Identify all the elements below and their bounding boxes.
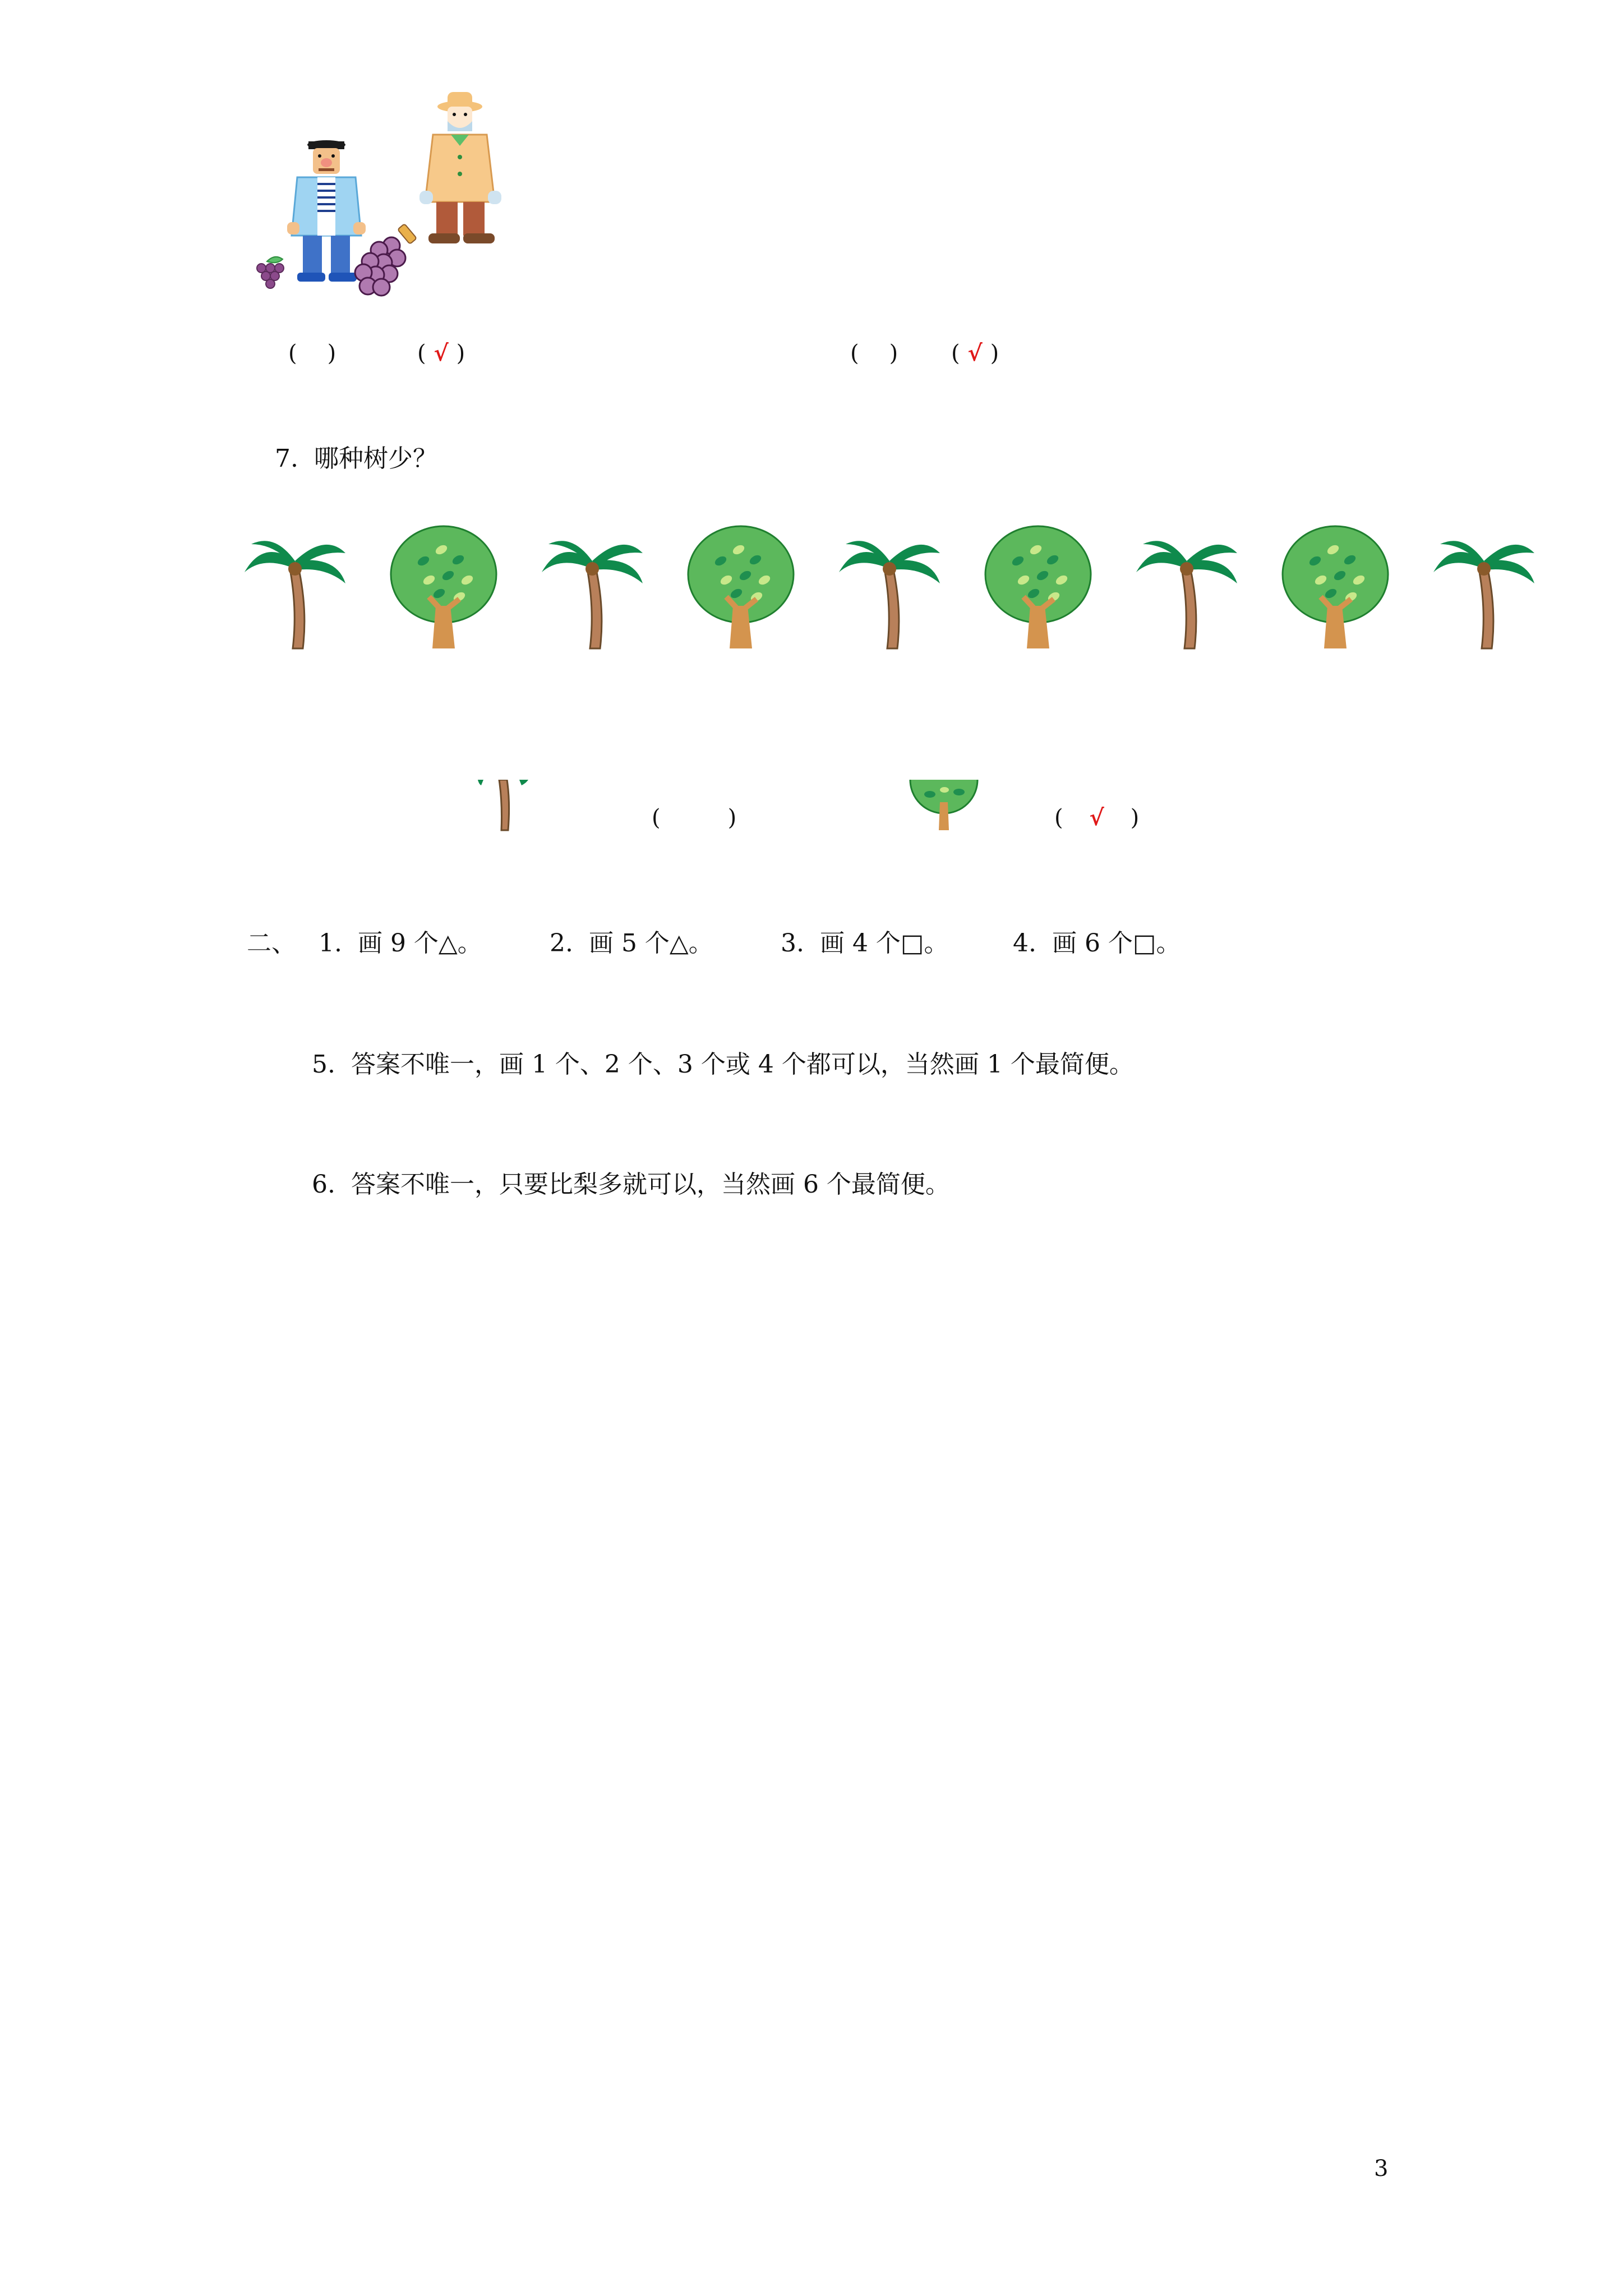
answer-bracket: ( ) <box>652 805 737 831</box>
answer-bracket: ( ) <box>850 341 898 366</box>
question-7: 7. 哪种树少？ <box>275 444 437 473</box>
round-tree-icon <box>1283 526 1388 648</box>
small-grapes-icon <box>257 257 284 288</box>
section-2-label: 二、 <box>247 929 296 958</box>
section-2-item-5: 5. 答案不唯一，画 1 个、2 个、3 个或 4 个都可以，当然画 1 个最简便。 <box>312 1050 1134 1079</box>
palm-tree-icon <box>474 780 536 834</box>
round-tree-icon <box>688 526 794 648</box>
check-mark-icon: √ <box>1089 804 1104 831</box>
section-2-item-2: 2. 画 5 个△。 <box>550 929 713 958</box>
page-number: 3 <box>1374 2156 1389 2182</box>
round-tree-icon <box>391 526 496 648</box>
tree-row <box>241 522 1531 662</box>
section-2-item-3: 3. 画 4 个□。 <box>781 929 949 958</box>
people-grapes-illustration <box>241 90 533 325</box>
palm-tree-icon <box>1136 541 1237 648</box>
answer-bracket: ( ) <box>288 341 336 366</box>
palm-tree-icon <box>1433 541 1534 648</box>
section-2-item-4: 4. 画 6 个□。 <box>1013 929 1181 958</box>
man-orange-jacket-icon <box>419 92 501 243</box>
palm-tree-icon <box>245 541 345 648</box>
palm-tree-icon <box>839 541 940 648</box>
section-2-item-6: 6. 答案不唯一，只要比梨多就可以，当然画 6 个最简便。 <box>312 1170 950 1199</box>
palm-tree-icon <box>542 541 643 648</box>
round-tree-icon <box>907 780 980 836</box>
answer-bracket: ( √ ) <box>951 340 999 366</box>
big-grapes-icon <box>355 224 417 296</box>
check-mark-icon: √ <box>967 340 983 366</box>
section-2-item-1: 1. 画 9 个△。 <box>319 929 482 958</box>
round-tree-icon <box>985 526 1091 648</box>
man-blue-jacket-icon <box>287 140 366 282</box>
answer-bracket: ( √ ) <box>417 340 465 366</box>
check-mark-icon: √ <box>434 340 449 366</box>
answer-bracket: ( √ ) <box>1054 804 1140 831</box>
